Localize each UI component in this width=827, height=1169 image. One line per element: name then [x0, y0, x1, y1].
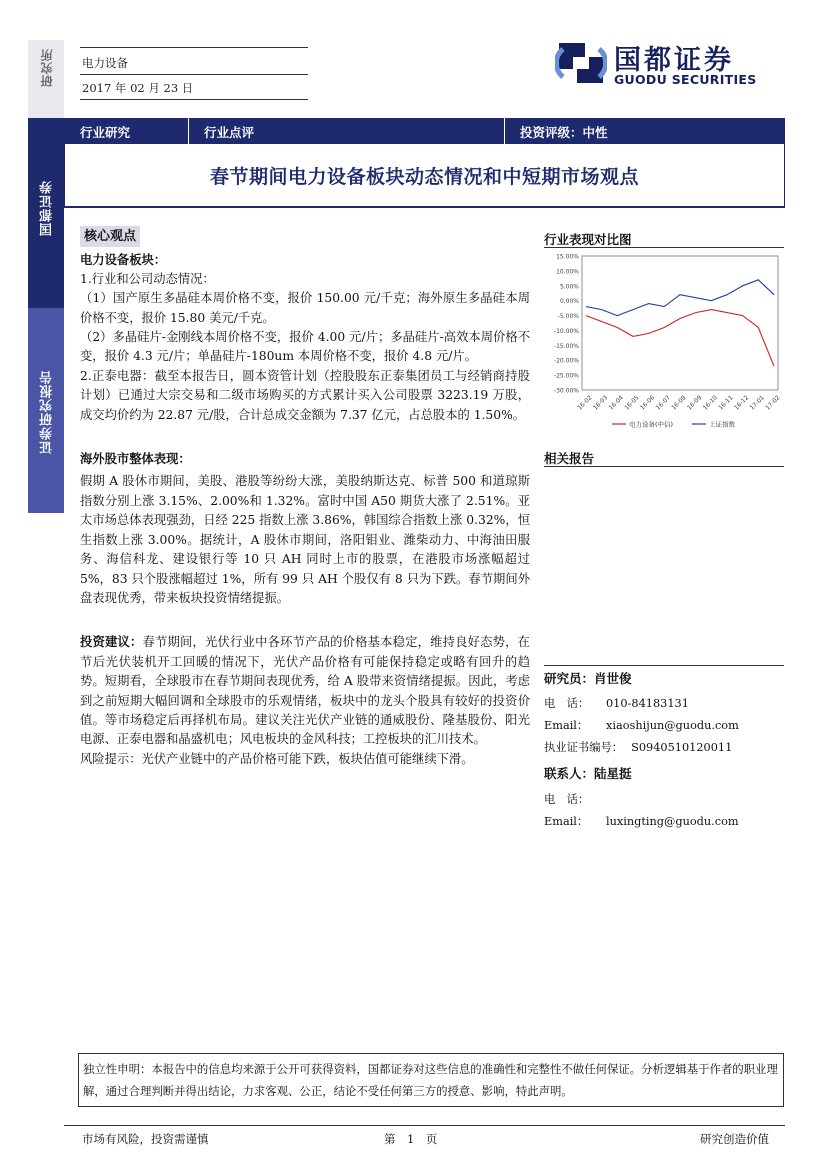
chart-x-tick-label: 16-08: [670, 394, 688, 412]
footer-rule: [64, 1125, 785, 1126]
header-sector: 电力设备: [82, 56, 128, 70]
category-divider: [188, 118, 189, 144]
phone-label: 电 话：: [544, 697, 590, 710]
analyst-title: [544, 669, 632, 687]
chart-y-tick-label: 10.00%: [556, 268, 579, 276]
paragraph: （2）多晶硅片-金刚线本周价格不变，报价 4.00 元/片；多晶硅片-高效本周价格不变，报价 4.3 元/片；单晶硅片-180um 本周价格不变，报价 4.8 元/片。: [80, 330, 530, 364]
contact-title: [544, 764, 632, 782]
footer-slogan: 研究创造价值: [700, 1132, 769, 1146]
related-reports-heading: 相关报告: [544, 451, 595, 466]
category-bar: [64, 118, 785, 144]
chart-y-tick-label: 15.00%: [556, 253, 579, 261]
chart-series-line: [586, 310, 774, 367]
chart-y-tick-label: 5.00%: [559, 283, 579, 291]
paragraph: （1）国产原生多晶硅本周价格不变，报价 150.00 元/千克；海外原生多晶硅本周价格不变，报价 15.80 美元/千克。: [80, 291, 530, 325]
footer-risk-note: 市场有风险，投资需谨慎: [82, 1132, 209, 1146]
chart-title: 行业表现对比图: [544, 232, 632, 247]
category-subtype: 行业点评: [204, 125, 255, 140]
chart-y-tick-label: -25.00%: [553, 372, 579, 380]
email-value[interactable]: xiaoshijun@guodu.com: [606, 719, 739, 732]
sidebar-label-institute: 研究所: [40, 48, 54, 87]
contact-email: [544, 813, 739, 829]
category-type: 行业研究: [80, 125, 131, 140]
brand-name-cn: 国都证券: [614, 45, 734, 76]
contact-label: 联系人：: [544, 766, 595, 781]
chart-x-tick-label: 17-01: [748, 394, 766, 412]
disclaimer-box: 独立性申明：本报告中的信息均来源于公开可获得资料，国都证券对这些信息的准确性和完整性不做任何保证。分析逻辑基于作者的职业理解，通过合理判断并得出结论，力求客观、公正，结论不受任何第三方的授意、影响，特此声明。: [78, 1053, 784, 1107]
sidebar-label-report-type: 证券研究报告: [40, 370, 55, 454]
investment-advice-label: 投资建议：: [80, 634, 143, 650]
analyst-cert: [544, 739, 732, 755]
chart-plot-frame: [582, 256, 778, 390]
analyst-label: 研究员：: [544, 671, 595, 686]
chart-x-tick-label: 16-06: [638, 394, 657, 412]
chart-x-tick-label: 16-09: [685, 394, 704, 412]
related-reports-rule: [544, 466, 784, 467]
core-viewpoint-heading: 核心观点: [80, 226, 140, 247]
title-box: [64, 144, 785, 208]
power-equipment-heading: 电力设备板块：: [80, 252, 167, 268]
chart-x-tick-label: 16-11: [717, 394, 735, 412]
chart-y-tick-label: -10.00%: [553, 327, 579, 335]
category-divider: [504, 118, 505, 144]
chart-y-tick-label: -5.00%: [557, 313, 579, 321]
header-rule-middle: [80, 74, 308, 75]
investment-advice: [80, 632, 530, 749]
chart-x-tick-label: 16-02: [576, 394, 594, 412]
paragraph: 假期 A 股休市期间，美股、港股等纷纷大涨，美股纳斯达克、标普 500 和道琼斯指数分别上涨 3.15%、2.00%和 1.32%。富时中国 A50 期货大涨了 2.51%。亚太市场总体表现强劲，日经 225 指数上涨 3.86%，韩国综合指数上涨 0.32%，恒生指数上涨 3.00%。据统计，A 股休市期间，洛阳钼业、潍柴动力、中海油田服务、海信科龙、建设银行等 10 只 AH 同时上市的股票，在港股市场涨幅超过 5%，83 只个股涨幅超过 1%，所有 99 只 AH 个股仅有 8 只为下跌。春节期间外盘表现优秀，带来板块投资情绪提振。: [80, 474, 530, 605]
contact-name: 陆星挺: [594, 766, 632, 781]
email-value[interactable]: luxingting@guodu.com: [606, 815, 739, 828]
investment-rating: 投资评级：中性: [520, 125, 608, 140]
chart-x-tick-label: 16-12: [732, 394, 751, 412]
analyst-phone: [544, 695, 689, 711]
chart-x-tick-label: 16-03: [591, 394, 610, 412]
chart-x-tick-label: 16-10: [701, 394, 719, 412]
chart-x-tick-label: 17-02: [764, 394, 782, 412]
email-label: Email：: [544, 815, 589, 828]
overseas-market-heading: 海外股市整体表现：: [80, 451, 191, 467]
header-rule-top: [80, 47, 308, 48]
chart-y-tick-label: -30.00%: [553, 387, 579, 395]
email-label: Email：: [544, 719, 589, 732]
chart-y-tick-label: -15.00%: [553, 342, 579, 350]
chart-x-tick-label: 16-04: [607, 394, 625, 412]
chart-y-tick-label: -20.00%: [553, 357, 579, 365]
brand-name-en: GUODU SECURITIES: [614, 72, 757, 87]
header-rule-bottom: [80, 99, 308, 100]
page-number: 第 1 页: [384, 1132, 438, 1146]
chart-legend-label: 上证指数: [709, 420, 735, 429]
sidebar-label-brand: 国都证券: [40, 180, 55, 236]
chart-legend-label: 电力设备(中信): [629, 420, 674, 429]
chart-x-tick-label: 16-05: [623, 394, 641, 412]
guodu-logo-icon: [555, 37, 607, 89]
cert-value: S0940510120011: [631, 741, 733, 754]
report-title: 春节期间电力设备板块动态情况和中短期市场观点: [209, 165, 639, 188]
analyst-rule: [544, 665, 784, 666]
phone-label: 电 话：: [544, 793, 590, 806]
performance-chart: [542, 248, 785, 438]
cert-label: 执业证书编号：: [544, 741, 624, 754]
risk-warning: 风险提示：光伏产业链中的产品价格可能下跌，板块估值可能继续下滑。: [80, 751, 474, 766]
header-date: 2017 年 02 月 23 日: [82, 81, 194, 95]
paragraph: 1.行业和公司动态情况：: [80, 271, 215, 286]
chart-y-tick-label: 0.00%: [559, 298, 579, 306]
analyst-email: [544, 717, 739, 733]
chart-series-line: [586, 280, 774, 316]
contact-phone: [544, 791, 606, 807]
main-content: [80, 226, 530, 769]
paragraph: 2.正泰电器：截至本报告日，圆本资管计划（控股股东正泰集团员工与经销商持股计划）已通过大宗交易和二级市场购买的方式累计买入公司股票 3223.19 万股，成交均价约为 22.87 元/股，合计总成交金额为 7.37 亿元，占总股本的 1.50%。: [80, 368, 530, 422]
analyst-name: 肖世俊: [594, 671, 632, 686]
phone-value: 010-84183131: [606, 697, 689, 710]
chart-x-tick-label: 16-07: [654, 394, 672, 412]
investment-advice-text: 春节期间，光伏行业中各环节产品的价格基本稳定，维持良好态势，在节后光伏装机开工回暖的情况下，光伏产品价格有可能保持稳定或略有回升的趋势。短期看，全球股市在春节期间表现优秀，给 A 股带来资情绪提振。因此，考虑到之前短期大幅回调和全球股市的乐观情绪，板块中的龙头个股具有较好的投资价值。等市场稳定后再择机布局。建议关注光伏产业链的通威股份、隆基股份、阳光电源、正泰电器和晶盛机电；风电板块的金风科技；工控板块的汇川技术。: [80, 635, 530, 747]
